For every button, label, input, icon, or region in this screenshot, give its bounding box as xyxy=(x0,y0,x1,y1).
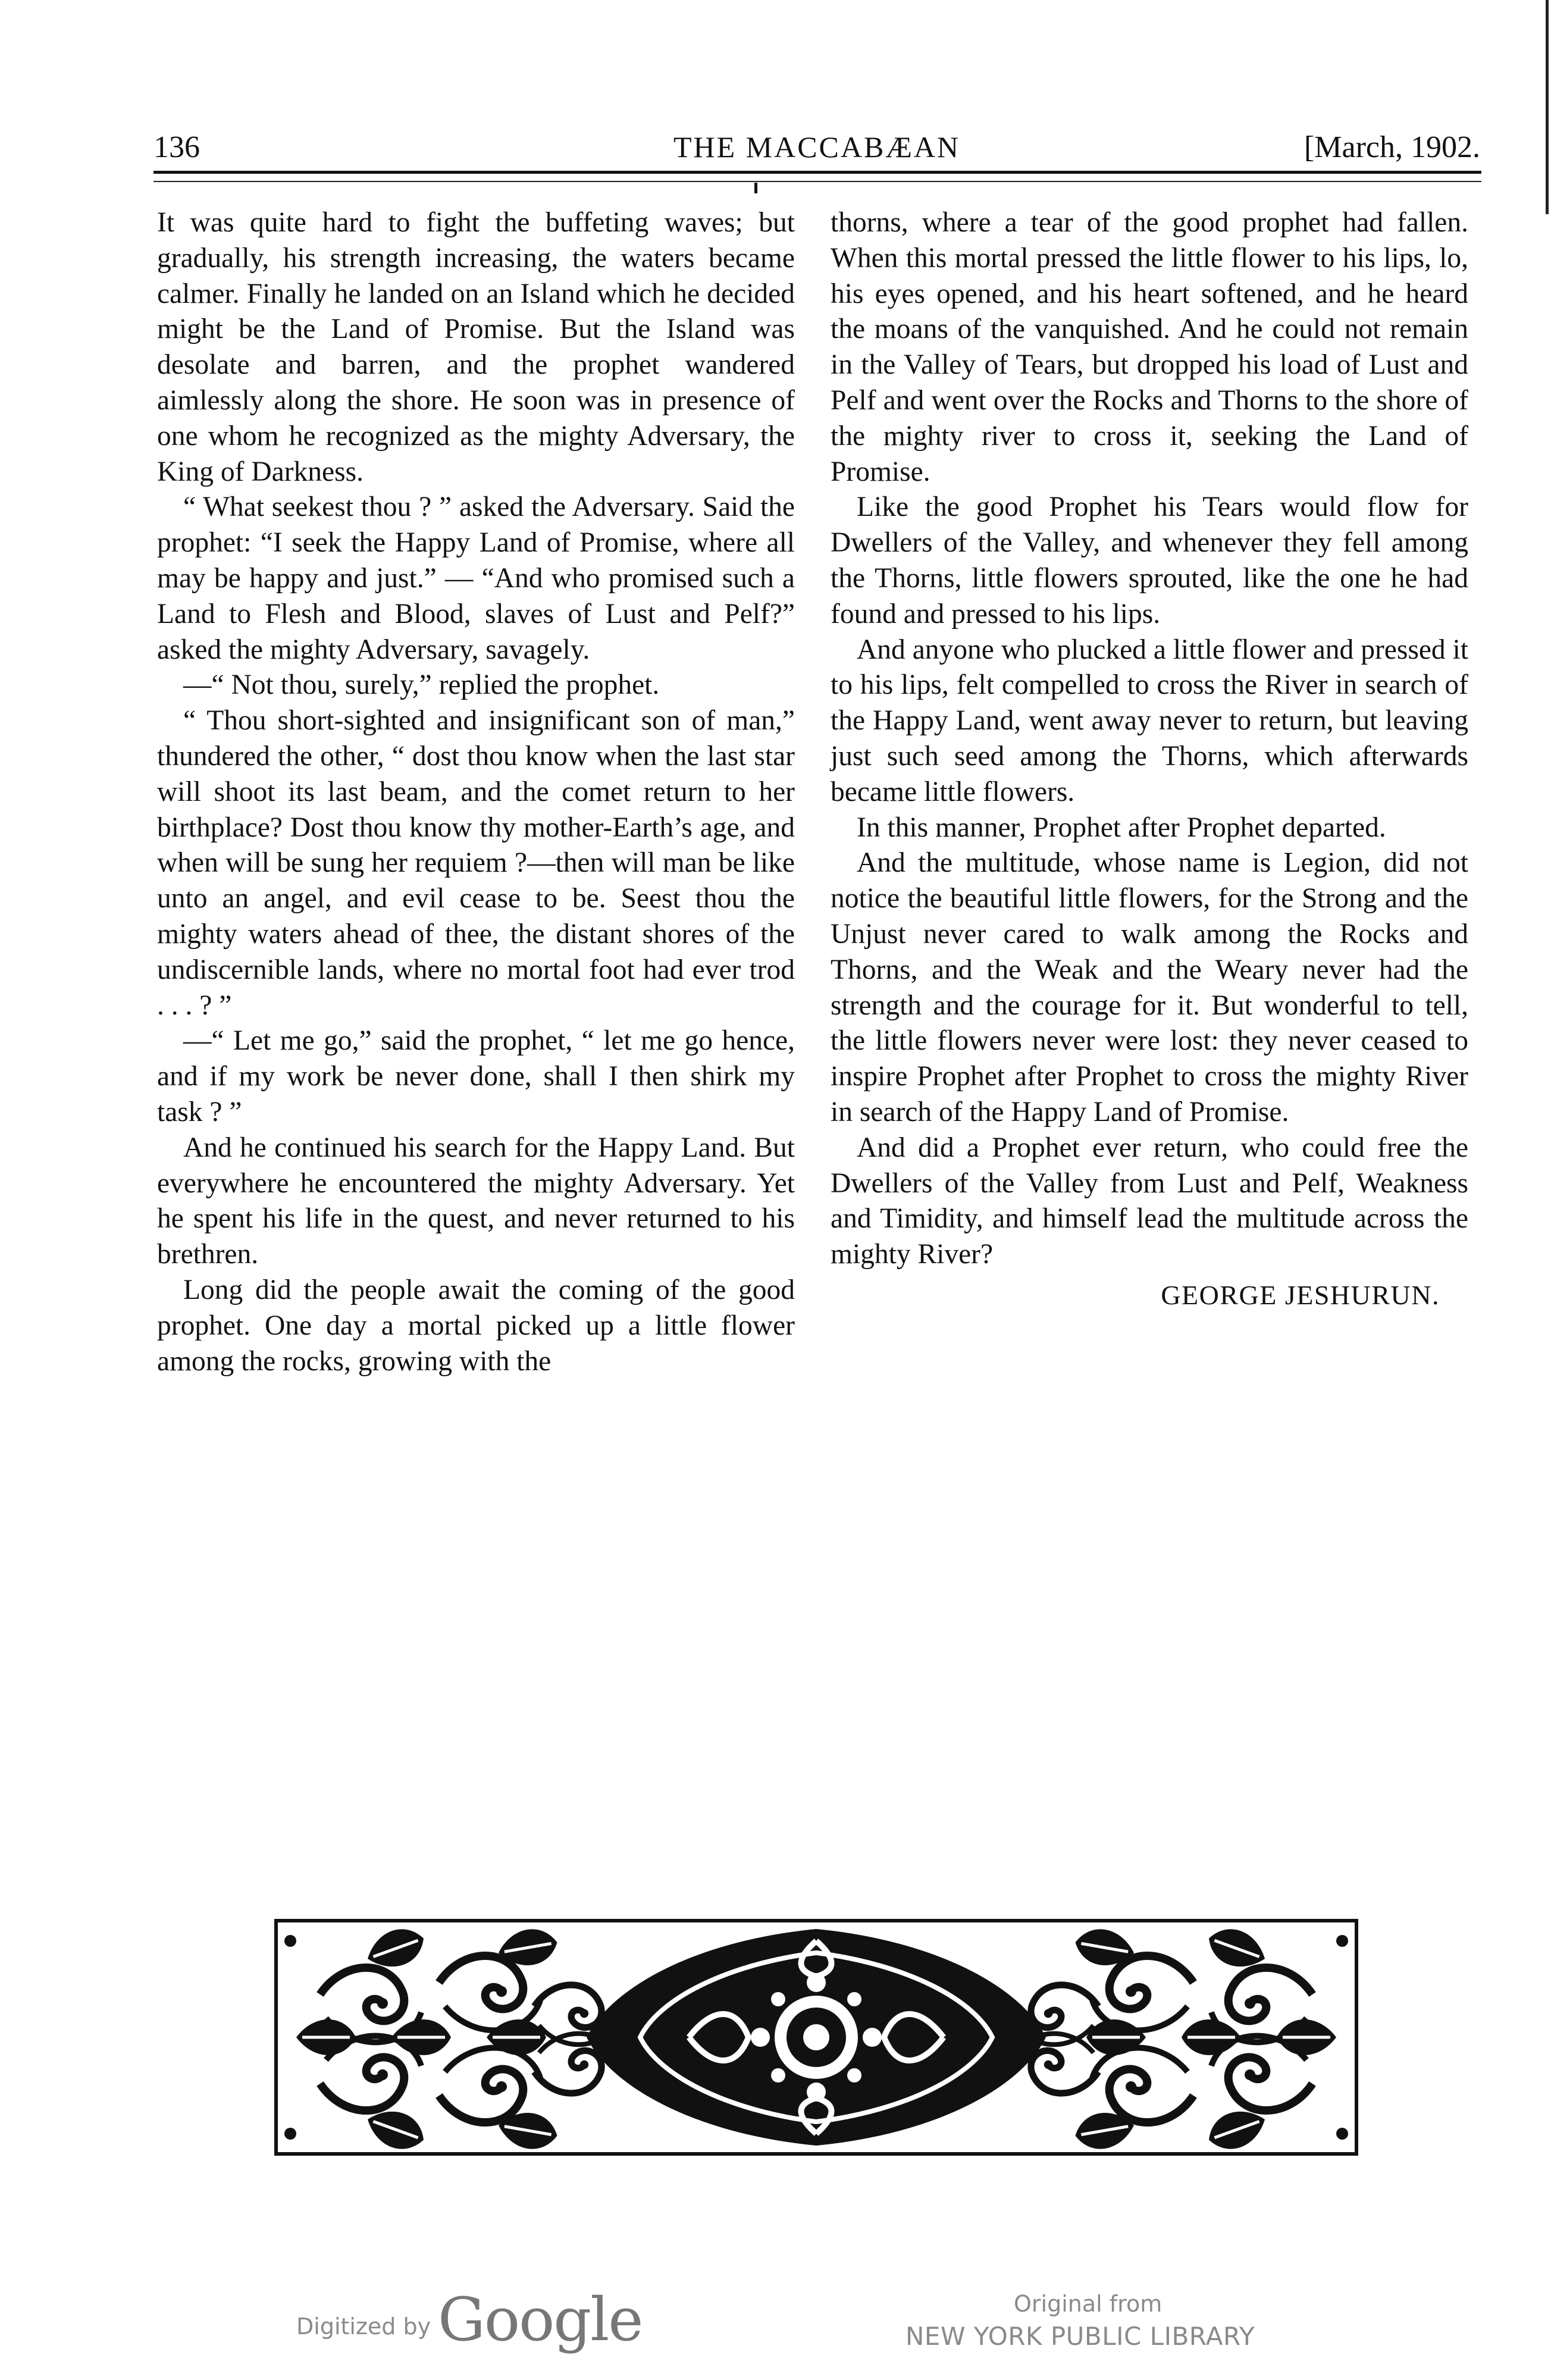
library-name: NEW YORK PUBLIC LIBRARY xyxy=(905,2322,1255,2351)
paragraph: And did a Prophet ever return, who could free the Dwellers of the Valley from Lust and Pelf, Weakness and Timidity, and himself lead the multitude across the mighty River? xyxy=(831,1132,1468,1270)
paragraph: thorns, where a tear of the good prophet had fallen. When this mortal pressed the little flower to his lips, lo, his eyes opened, and his heart softened, and he heard the moans of the vanquished. And he could not remain in the Valley of Tears, but dropped his load of Lust and Pelf and went over the Rocks and Thorns to the shore of the mighty river to cross it, seeking the Land of Promise. xyxy=(831,207,1468,487)
page-number: 136 xyxy=(153,130,200,164)
header-rule-thick xyxy=(153,171,1481,174)
column-divider-tick xyxy=(754,183,757,193)
header-rule-thin xyxy=(153,181,1481,182)
paragraph: “ What seekest thou ? ” asked the Adversary. Said the prophet: “I seek the Happy Land of Promise, where all may be happy and just.” — “And who promised such a Land to Flesh and Blood, slaves of Lust and Pelf?” asked the mighty Adversary, savagely. xyxy=(157,491,795,665)
paragraph: And the multitude, whose name is Legion, did not notice the beautiful little flowers, for the Strong and the Unjust never cared to walk among the Rocks and Thorns, and the Weak and the Weary never had the strength and the courage for it. But wonderful to tell, the little flowers never were lost: they never ceased to inspire Prophet after Prophet to cross the mighty River in search of the Happy Land of Promise. xyxy=(831,847,1468,1128)
floral-tailpiece-ornament-icon xyxy=(272,1917,1360,2157)
google-logo: Google xyxy=(438,2285,643,2354)
paragraph: —“ Not thou, surely,” replied the prophet. xyxy=(183,669,660,701)
paragraph: “ Thou short-sighted and insignificant son of man,” thundered the other, “ dost thou know when the last star will shoot its last beam, and the comet return to her birthplace? Dost thou know thy mother-Earth’s age, and when will be sung her requiem ?—then will man be like unto an angel, and evil cease to be. Seest thou the mighty waters ahead of thee, the distant shores of the undiscernible lands, where no mortal foot had ever trod . . . ? ” xyxy=(157,705,795,1021)
paragraph: Long did the people await the coming of the good prophet. One day a mortal picked up a little flower among the rocks, growing with the xyxy=(157,1274,795,1377)
issue-date: [March, 1902. xyxy=(1304,130,1480,164)
paragraph: It was quite hard to fight the buffeting waves; but gradually, his strength increasing, the waters became calmer. Finally he landed on an Island which he decided might be the Land of Promise. But the Island was desolate and barren, and the prophet wandered aimlessly along the shore. He soon was in presence of one whom he recognized as the mighty Adversary, the King of Darkness. xyxy=(157,207,795,487)
right-column xyxy=(831,205,1468,1313)
author-signature: GEORGE JESHURUN. xyxy=(1161,1279,1440,1310)
paragraph: And he continued his search for the Happy Land. But everywhere he encountered the mighty Adversary. Yet he spent his life in the quest, and never returned to his brethren. xyxy=(157,1132,795,1270)
paragraph: Like the good Prophet his Tears would flow for Dwellers of the Valley, and whenever they fell among the Thorns, little flowers sprouted, like the one he had found and pressed to his lips. xyxy=(831,491,1468,630)
paragraph: In this manner, Prophet after Prophet departed. xyxy=(857,812,1386,843)
scan-edge-mark xyxy=(1546,0,1549,214)
running-header xyxy=(153,125,1480,173)
digitized-by-label: Digitized by xyxy=(296,2313,431,2340)
paragraph: —“ Let me go,” said the prophet, “ let me go hence, and if my work be never done, shall I then shirk my task ? ” xyxy=(157,1025,795,1128)
journal-title: THE MACCABÆAN xyxy=(673,130,961,164)
paragraph: And anyone who plucked a little flower and pressed it to his lips, felt compelled to cross the River in search of the Happy Land, went away never to return, but leaving just such seed among the Thorns, which afterwards became little flowers. xyxy=(831,634,1468,807)
left-column xyxy=(157,205,795,1379)
original-from-label: Original from xyxy=(1014,2291,1163,2317)
